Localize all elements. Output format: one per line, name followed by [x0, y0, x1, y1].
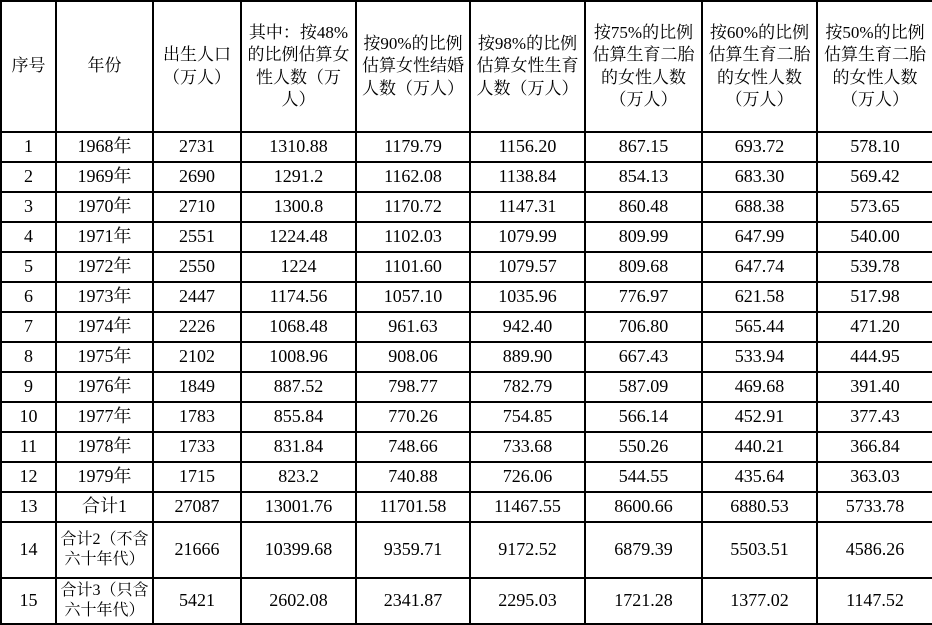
cell-females-48pct: 823.2: [241, 462, 356, 492]
cell-births: 1783: [153, 402, 241, 432]
cell-females-48pct: 13001.76: [241, 492, 356, 522]
cell-childbirths-98pct: 1079.57: [470, 252, 585, 282]
table-row: [1, 578, 932, 624]
cell-seq: 6: [1, 282, 56, 312]
cell-seq: 14: [1, 522, 56, 578]
cell-second-child-50pct: 517.98: [817, 282, 932, 312]
column-header-females-48pct: 其中：按48%的比例估算女性人数（万人）: [241, 1, 356, 132]
column-header-seq: 序号: [1, 1, 56, 132]
cell-second-child-75pct: 867.15: [585, 132, 702, 162]
cell-second-child-60pct: 5503.51: [702, 522, 817, 578]
cell-marriages-90pct: 748.66: [356, 432, 470, 462]
cell-second-child-50pct: 5733.78: [817, 492, 932, 522]
cell-childbirths-98pct: 889.90: [470, 342, 585, 372]
column-header-births: 出生人口（万人）: [153, 1, 241, 132]
cell-second-child-50pct: 578.10: [817, 132, 932, 162]
cell-second-child-50pct: 363.03: [817, 462, 932, 492]
cell-births: 2731: [153, 132, 241, 162]
cell-year: 1972年: [56, 252, 153, 282]
cell-year: 1976年: [56, 372, 153, 402]
cell-childbirths-98pct: 1138.84: [470, 162, 585, 192]
table-header: [1, 1, 932, 132]
column-header-childbirths-98pct: 按98%的比例估算女性生育人数（万人）: [470, 1, 585, 132]
cell-seq: 7: [1, 312, 56, 342]
cell-births: 2690: [153, 162, 241, 192]
cell-seq: 8: [1, 342, 56, 372]
cell-second-child-60pct: 533.94: [702, 342, 817, 372]
cell-year: 1971年: [56, 222, 153, 252]
cell-childbirths-98pct: 2295.03: [470, 578, 585, 624]
cell-second-child-75pct: 667.43: [585, 342, 702, 372]
cell-seq: 3: [1, 192, 56, 222]
cell-second-child-75pct: 544.55: [585, 462, 702, 492]
column-header-second-child-60pct: 按60%的比例估算生育二胎的女性人数（万人）: [702, 1, 817, 132]
table-row: [1, 432, 932, 462]
table-row: [1, 282, 932, 312]
cell-second-child-60pct: 565.44: [702, 312, 817, 342]
column-header-year: 年份: [56, 1, 153, 132]
cell-childbirths-98pct: 1079.99: [470, 222, 585, 252]
cell-marriages-90pct: 11701.58: [356, 492, 470, 522]
cell-year: 1969年: [56, 162, 153, 192]
cell-second-child-75pct: 854.13: [585, 162, 702, 192]
cell-marriages-90pct: 798.77: [356, 372, 470, 402]
cell-females-48pct: 1068.48: [241, 312, 356, 342]
cell-females-48pct: 1174.56: [241, 282, 356, 312]
cell-seq: 9: [1, 372, 56, 402]
table-row: [1, 192, 932, 222]
cell-marriages-90pct: 961.63: [356, 312, 470, 342]
cell-females-48pct: 1224: [241, 252, 356, 282]
cell-seq: 2: [1, 162, 56, 192]
cell-childbirths-98pct: 942.40: [470, 312, 585, 342]
cell-year: 1973年: [56, 282, 153, 312]
table-row: [1, 402, 932, 432]
cell-females-48pct: 831.84: [241, 432, 356, 462]
cell-births: 1715: [153, 462, 241, 492]
cell-second-child-50pct: 573.65: [817, 192, 932, 222]
cell-females-48pct: 1224.48: [241, 222, 356, 252]
cell-second-child-60pct: 621.58: [702, 282, 817, 312]
cell-marriages-90pct: 9359.71: [356, 522, 470, 578]
cell-second-child-50pct: 539.78: [817, 252, 932, 282]
cell-year: 1978年: [56, 432, 153, 462]
cell-year: 合计2（不含六十年代）: [56, 522, 153, 578]
cell-females-48pct: 1291.2: [241, 162, 356, 192]
cell-childbirths-98pct: 782.79: [470, 372, 585, 402]
cell-second-child-60pct: 683.30: [702, 162, 817, 192]
cell-year: 1975年: [56, 342, 153, 372]
cell-second-child-60pct: 469.68: [702, 372, 817, 402]
table-row: [1, 252, 932, 282]
cell-childbirths-98pct: 9172.52: [470, 522, 585, 578]
cell-second-child-75pct: 706.80: [585, 312, 702, 342]
cell-childbirths-98pct: 733.68: [470, 432, 585, 462]
cell-seq: 15: [1, 578, 56, 624]
cell-marriages-90pct: 908.06: [356, 342, 470, 372]
cell-marriages-90pct: 1179.79: [356, 132, 470, 162]
cell-second-child-75pct: 550.26: [585, 432, 702, 462]
cell-year: 1968年: [56, 132, 153, 162]
cell-births: 27087: [153, 492, 241, 522]
cell-childbirths-98pct: 1035.96: [470, 282, 585, 312]
cell-seq: 10: [1, 402, 56, 432]
cell-year: 1974年: [56, 312, 153, 342]
cell-second-child-60pct: 647.99: [702, 222, 817, 252]
cell-births: 2102: [153, 342, 241, 372]
cell-year: 1977年: [56, 402, 153, 432]
cell-marriages-90pct: 740.88: [356, 462, 470, 492]
cell-females-48pct: 887.52: [241, 372, 356, 402]
header-row: [1, 1, 932, 132]
cell-childbirths-98pct: 1156.20: [470, 132, 585, 162]
cell-second-child-75pct: 8600.66: [585, 492, 702, 522]
cell-females-48pct: 1300.8: [241, 192, 356, 222]
cell-second-child-75pct: 6879.39: [585, 522, 702, 578]
table-row: [1, 522, 932, 578]
cell-seq: 1: [1, 132, 56, 162]
cell-second-child-60pct: 6880.53: [702, 492, 817, 522]
cell-second-child-75pct: 860.48: [585, 192, 702, 222]
cell-births: 2710: [153, 192, 241, 222]
cell-marriages-90pct: 2341.87: [356, 578, 470, 624]
cell-second-child-60pct: 1377.02: [702, 578, 817, 624]
table-row: [1, 222, 932, 252]
cell-second-child-60pct: 688.38: [702, 192, 817, 222]
cell-second-child-60pct: 452.91: [702, 402, 817, 432]
column-header-second-child-50pct: 按50%的比例估算生育二胎的女性人数（万人）: [817, 1, 932, 132]
cell-females-48pct: 2602.08: [241, 578, 356, 624]
cell-seq: 4: [1, 222, 56, 252]
cell-second-child-50pct: 540.00: [817, 222, 932, 252]
cell-second-child-75pct: 1721.28: [585, 578, 702, 624]
cell-second-child-50pct: 444.95: [817, 342, 932, 372]
cell-second-child-75pct: 587.09: [585, 372, 702, 402]
cell-births: 21666: [153, 522, 241, 578]
cell-seq: 11: [1, 432, 56, 462]
cell-second-child-50pct: 471.20: [817, 312, 932, 342]
cell-second-child-50pct: 569.42: [817, 162, 932, 192]
cell-second-child-50pct: 4586.26: [817, 522, 932, 578]
cell-second-child-60pct: 647.74: [702, 252, 817, 282]
table-row: [1, 462, 932, 492]
cell-second-child-60pct: 440.21: [702, 432, 817, 462]
cell-seq: 5: [1, 252, 56, 282]
cell-births: 2447: [153, 282, 241, 312]
cell-births: 2551: [153, 222, 241, 252]
table-row: [1, 492, 932, 522]
cell-births: 1733: [153, 432, 241, 462]
cell-marriages-90pct: 1170.72: [356, 192, 470, 222]
cell-females-48pct: 855.84: [241, 402, 356, 432]
cell-childbirths-98pct: 754.85: [470, 402, 585, 432]
cell-seq: 12: [1, 462, 56, 492]
cell-births: 2550: [153, 252, 241, 282]
cell-females-48pct: 10399.68: [241, 522, 356, 578]
cell-second-child-75pct: 566.14: [585, 402, 702, 432]
column-header-second-child-75pct: 按75%的比例估算生育二胎的女性人数（万人）: [585, 1, 702, 132]
cell-second-child-75pct: 809.99: [585, 222, 702, 252]
cell-second-child-75pct: 809.68: [585, 252, 702, 282]
cell-marriages-90pct: 1057.10: [356, 282, 470, 312]
cell-females-48pct: 1008.96: [241, 342, 356, 372]
cell-births: 1849: [153, 372, 241, 402]
table-body: [1, 132, 932, 624]
cell-females-48pct: 1310.88: [241, 132, 356, 162]
table-row: [1, 132, 932, 162]
cell-year: 1979年: [56, 462, 153, 492]
table-row: [1, 162, 932, 192]
cell-marriages-90pct: 1162.08: [356, 162, 470, 192]
cell-childbirths-98pct: 1147.31: [470, 192, 585, 222]
cell-second-child-60pct: 435.64: [702, 462, 817, 492]
cell-seq: 13: [1, 492, 56, 522]
cell-year: 1970年: [56, 192, 153, 222]
cell-second-child-50pct: 1147.52: [817, 578, 932, 624]
column-header-marriages-90pct: 按90%的比例估算女性结婚人数（万人）: [356, 1, 470, 132]
cell-marriages-90pct: 770.26: [356, 402, 470, 432]
cell-births: 2226: [153, 312, 241, 342]
cell-year: 合计3（只含六十年代）: [56, 578, 153, 624]
cell-marriages-90pct: 1102.03: [356, 222, 470, 252]
table-row: [1, 312, 932, 342]
cell-childbirths-98pct: 726.06: [470, 462, 585, 492]
cell-second-child-50pct: 377.43: [817, 402, 932, 432]
table-row: [1, 372, 932, 402]
cell-births: 5421: [153, 578, 241, 624]
cell-marriages-90pct: 1101.60: [356, 252, 470, 282]
table-row: [1, 342, 932, 372]
cell-second-child-75pct: 776.97: [585, 282, 702, 312]
cell-second-child-60pct: 693.72: [702, 132, 817, 162]
cell-second-child-50pct: 391.40: [817, 372, 932, 402]
cell-childbirths-98pct: 11467.55: [470, 492, 585, 522]
cell-year: 合计1: [56, 492, 153, 522]
cell-second-child-50pct: 366.84: [817, 432, 932, 462]
